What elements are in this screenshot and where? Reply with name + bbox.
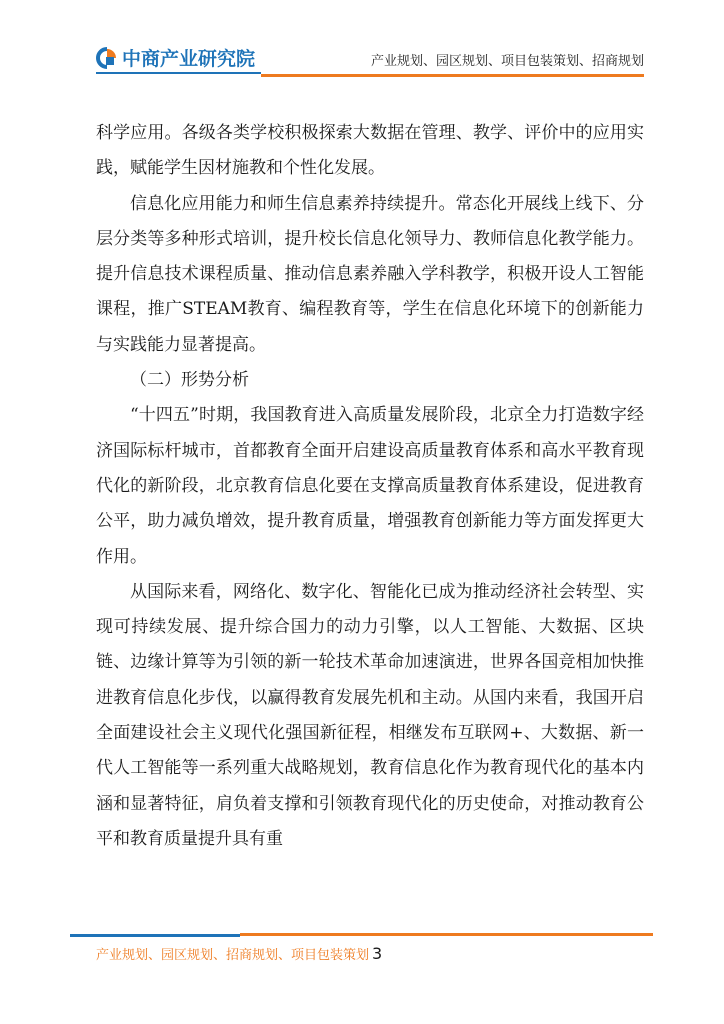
footer-tagline: 产业规划、园区规划、招商规划、项目包装策划 (96, 948, 370, 963)
header-divider-orange (261, 74, 644, 77)
paragraph-info-literacy: 信息化应用能力和师生信息素养持续提升。常态化开展线上线下、分层分类等多种形式培训，提升校长信息化领导力、教师信息化教学能力。提升信息技术课程质量、推动信息素养融入学科教学，积极开设人工智能课程，推广STEAM教育、编程教育等，学生在信息化环境下的创新能力与实践能力显著提高。 (96, 193, 644, 355)
paragraph-14th-five-year: “十四五”时期，我国教育进入高质量发展阶段，北京全力打造数字经济国际标杆城市，首都教育全面开启建设高质量教育体系和高水平教育现代化的新阶段，北京教育信息化要在支撑高质量教育体系建设，促进教育公平，助力减负增效，提升教育质量，增强教育创新能力等方面发挥更大作用。 (96, 405, 644, 567)
company-logo (96, 44, 255, 71)
page-footer (96, 944, 382, 963)
header-tagline: 产业规划、园区规划、项目包装策划、招商规划 (370, 54, 644, 69)
logo-mark-icon (96, 47, 118, 69)
logo-text: 中商产业研究院 (122, 48, 256, 70)
section-heading-situation-analysis: （二）形势分析 (130, 370, 249, 391)
page-number: 3 (372, 944, 383, 963)
footer-divider-orange (240, 933, 653, 936)
paragraph-international-domestic: 从国际来看，网络化、数字化、智能化已成为推动经济社会转型、实现可持续发展、提升综合国力的动力引擎，以人工智能、大数据、区块链、边缘计算等为引领的新一轮技术革命加速演进，世界各国竞相加快推进教育信息化步伐，以赢得教育发展先机和主动。从国内来看，我国开启全面建设社会主义现代化强国新征程，相继发布互联网+、大数据、新一代人工智能等一系列重大战略规划，教育信息化作为教育现代化的基本内涵和显著特征，肩负着支撑和引领教育现代化的历史使命，对推动教育公平和教育质量提升具有重 (96, 581, 644, 849)
document-body (96, 116, 644, 857)
footer-divider-blue (70, 934, 240, 937)
paragraph-continuation: 科学应用。各级各类学校积极探索大数据在管理、教学、评价中的应用实践，赋能学生因材施教和个性化发展。 (96, 123, 644, 179)
header-divider-blue (96, 72, 261, 74)
page-header (0, 0, 724, 90)
